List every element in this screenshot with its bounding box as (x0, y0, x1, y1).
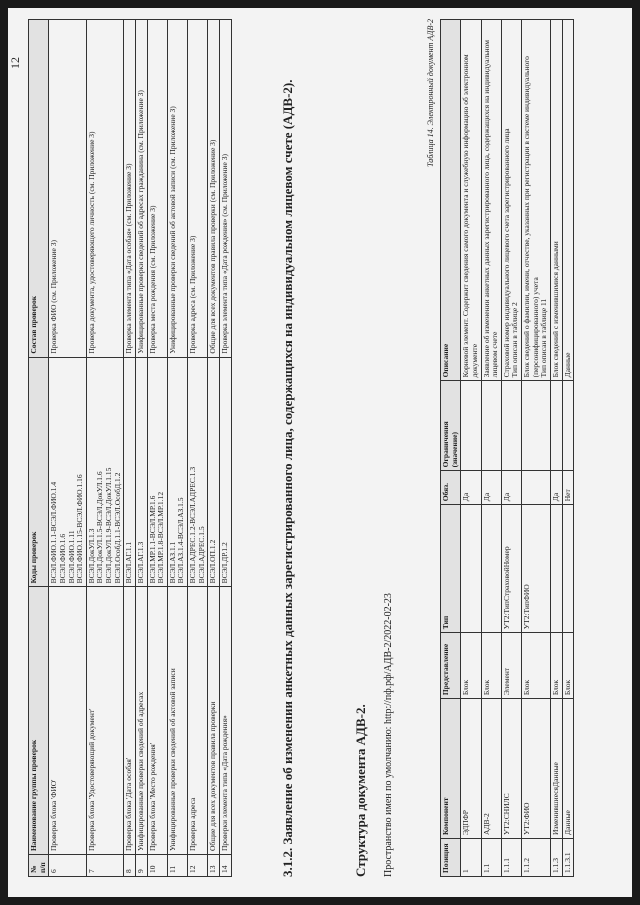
header-cell: № п/п (29, 855, 49, 877)
table-cell-repr: Блок (522, 633, 551, 699)
namespace-line: Пространство имен по умолчанию: http://пф.рф/АДВ-2/2022-02-23 (383, 593, 394, 877)
table-cell-name: Проверка блока 'ФИО' (49, 587, 87, 855)
table-cell-n: 6 (49, 855, 87, 877)
table-cell-comp: УТ2:СНИЛС (501, 699, 521, 839)
table-cell-lim (461, 381, 481, 471)
table-cell-type: УТ2:ТипСтраховойНомер (501, 505, 521, 633)
table-cell-codes: ВСЭЛ.ОП.1.2 (208, 357, 220, 587)
table-cell-comp: ЭДПФР (461, 699, 481, 839)
table-cell-pos: 1.1.2 (522, 839, 551, 877)
table-cell-desc: Унифицированные проверки сведений об адресах гражданина (см. Приложение 3) (135, 20, 147, 358)
table-cell-desc: Проверка документа, удостоверяющего личность (см. Приложение 3) (86, 20, 124, 358)
header-cell: Ограничения (значение) (441, 381, 461, 471)
table-cell-comp: АДВ-2 (481, 699, 501, 839)
table-row (167, 20, 187, 877)
table-cell-name: Проверка адреса (188, 587, 208, 855)
table-cell-codes: ВСЭЛ.АГ.1.1 (124, 357, 136, 587)
table-row (219, 20, 231, 877)
table-cell-repr: Блок (550, 633, 562, 699)
table-cell-name: Общие для всех документов правила проверки (208, 587, 220, 855)
table-cell-desc: Общие для всех документов правила проверки (см. Приложение 3) (208, 20, 220, 358)
table-cell-pos: 1 (461, 839, 481, 877)
table-cell-n: 8 (124, 855, 136, 877)
table-cell-codes: ВСЭЛ.АЗ.1.1 ВСЭЛ.АЗ.1.4-ВСЭЛ.АЗ.1.5 (167, 357, 187, 587)
table-cell-desc: Проверка элемента типа «Дата рождения» (см. Приложение 3) (219, 20, 231, 358)
header-cell: Тип (441, 505, 461, 633)
table-cell-name: Проверка блока 'Дата особая' (124, 587, 136, 855)
table-cell-desc: Блок сведений о фамилии, имени, отчестве, указанных при регистрации в системе индивидуального (персонифицированного) учета Тип описан в таблице 11 (522, 20, 551, 381)
table-cell-req: Да (550, 471, 562, 505)
table-cell-type (550, 505, 562, 633)
table-row (562, 20, 574, 877)
header-cell: Позиция (441, 839, 461, 877)
table-cell-codes: ВСЭЛ.АДРЕС.1.2-ВСЭЛ.АДРЕС.1.3 ВСЭЛ.АДРЕС.1.5 (188, 357, 208, 587)
header-cell: Состав проверок (29, 20, 49, 358)
table-cell-codes: ВСЭЛ.ФИО.1.1-ВСЭЛ.ФИО.1.4 ВСЭЛ.ФИО.1.6 ВСЭЛ.ФИО.1.11 ВСЭЛ.ФИО.1.15-ВСЭЛ.ФИО.1.16 (49, 357, 87, 587)
table-cell-desc: Блок сведений с изменившимися данными (550, 20, 562, 381)
table-row (481, 20, 501, 877)
table-cell-pos: 1.1.1 (501, 839, 521, 877)
table-cell-req: Да (481, 471, 501, 505)
header-cell: Наименование группы проверок (29, 587, 49, 855)
table-row (135, 20, 147, 877)
table-cell-n: 13 (208, 855, 220, 877)
table-cell-repr: Блок (562, 633, 574, 699)
table-row (124, 20, 136, 877)
table-cell-desc: Проверка элемента типа «Дата особая» (см. Приложение 3) (124, 20, 136, 358)
table-cell-type (461, 505, 481, 633)
table-cell-pos: 1.1 (481, 839, 501, 877)
table-cell-desc: Страховой номер индивидуального лицевого счета зарегистрированного лица Тип описан в таблице 2 (501, 20, 521, 381)
table-cell-desc: Проверка адреса (см. Приложение 3) (188, 20, 208, 358)
table-cell-name: Проверка блока 'Удостоверяющий документ' (86, 587, 124, 855)
rotated-page (8, 13, 608, 883)
table-cell-comp: ИзменившиесяДанные (550, 699, 562, 839)
table-row (522, 20, 551, 877)
table-cell-lim (481, 381, 501, 471)
table-cell-req (522, 471, 551, 505)
header-cell: Обяз. (441, 471, 461, 505)
table-cell-repr: Блок (481, 633, 501, 699)
header-cell: Компонент (441, 699, 461, 839)
checks-table-header (29, 20, 49, 877)
table-cell-type: УТ2:ТипФИО (522, 505, 551, 633)
table-cell-type (481, 505, 501, 633)
table-cell-n: 10 (147, 855, 167, 877)
table-cell-lim (562, 381, 574, 471)
table-cell-repr: Блок (461, 633, 481, 699)
page-number: 12 (8, 57, 22, 69)
structure-title: Структура документа АДВ-2. (353, 704, 368, 877)
table-cell-n: 7 (86, 855, 124, 877)
table-cell-req: Да (461, 471, 481, 505)
table-cell-name: Проверки элемента типа «Дата рождения» (219, 587, 231, 855)
table-cell-name: Проверка блока 'Место рождения' (147, 587, 167, 855)
table-cell-codes: ВСЭЛ.МР.1.1-ВСЭЛ.МР.1.6 ВСЭЛ.МР.1.8-ВСЭЛ.МР.1.12 (147, 357, 167, 587)
table-cell-codes: ВСЭЛ.ДР.1.2 (219, 357, 231, 587)
table-cell-pos: 1.1.3.1 (562, 839, 574, 877)
table-cell-lim (550, 381, 562, 471)
table-cell-n: 12 (188, 855, 208, 877)
table-cell-lim (501, 381, 521, 471)
table-cell-comp: УТ2:ФИО (522, 699, 551, 839)
table-cell-repr: Элемент (501, 633, 521, 699)
table-cell-pos: 1.1.3 (550, 839, 562, 877)
header-cell: Описание (441, 20, 461, 381)
header-cell: Коды проверок (29, 357, 49, 587)
table-cell-desc: Унифицированные проверки сведений об актовой записи (см. Приложение 3) (167, 20, 187, 358)
table-cell-n: 14 (219, 855, 231, 877)
table-cell-req: Нет (562, 471, 574, 505)
checks-table (28, 19, 232, 877)
table-cell-desc: Заявление об изменении анкетных данных зарегистрированного лица, содержащихся на индивидуальном лицевом счете (481, 20, 501, 381)
table-cell-req: Да (501, 471, 521, 505)
table-row (86, 20, 124, 877)
table-row (147, 20, 167, 877)
table-cell-desc: Проверка ФИО (см. Приложение 3) (49, 20, 87, 358)
section-title: 3.1.2. Заявление об изменении анкетных данных зарегистрированного лица, содержащихся на индивидуальном лицевом счете (АДВ-2). (280, 79, 295, 877)
table-cell-name: Унифицированные проверки сведений об адресах (135, 587, 147, 855)
table-cell-desc: Корневой элемент. Содержит сведения самого документа и служебную информацию об электронном документе (461, 20, 481, 381)
table-cell-desc: Проверка места рождения (см. Приложение 3) (147, 20, 167, 358)
table-cell-lim (522, 381, 551, 471)
table-row (461, 20, 481, 877)
table-row (550, 20, 562, 877)
table-cell-comp: Данные (562, 699, 574, 839)
table-row (188, 20, 208, 877)
table-cell-desc: Данные (562, 20, 574, 381)
document-paper (8, 8, 632, 897)
table-cell-codes: ВСЭЛ.ДокУЛ.1.3 ВСЭЛ.ДокУЛ.1.5-ВСЭЛ.ДокУЛ.1.6 ВСЭЛ.ДокУЛ.1.9-ВСЭЛ.ДокУЛ.1.15 ВСЭЛ.ОсобД.1.1-ВСЭЛ.ОсобД.1.2 (86, 357, 124, 587)
table-cell-type (562, 505, 574, 633)
header-cell: Представление (441, 633, 461, 699)
table-caption: Таблица 14. Электронный документ АДВ-2 (426, 19, 435, 167)
table-row (49, 20, 87, 877)
structure-table (440, 19, 574, 877)
table-cell-n: 11 (167, 855, 187, 877)
table-row (501, 20, 521, 877)
table-cell-n: 9 (135, 855, 147, 877)
table-cell-name: Унифицированные проверки сведений об актовой записи (167, 587, 187, 855)
table-cell-codes: ВСЭЛ.АГ.1.3 (135, 357, 147, 587)
table-row (208, 20, 220, 877)
structure-table-header (441, 20, 461, 877)
